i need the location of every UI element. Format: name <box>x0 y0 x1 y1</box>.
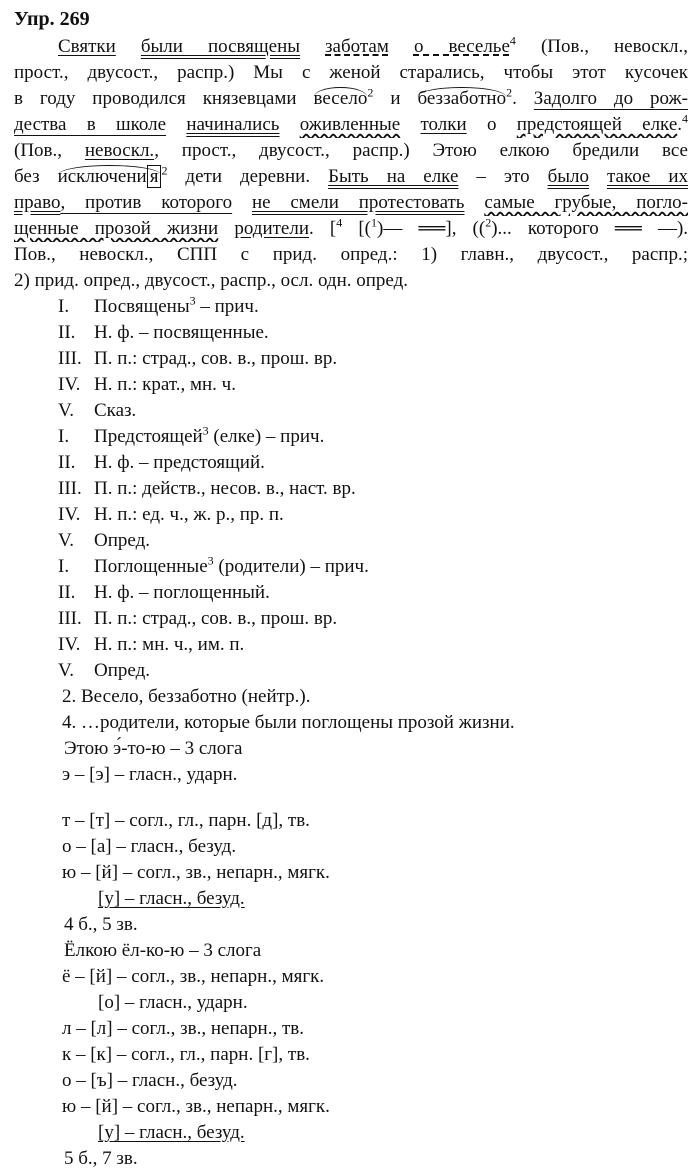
subject: Святки <box>58 36 116 57</box>
parse-line <box>14 580 688 606</box>
superscript: 4 <box>509 34 516 48</box>
spacer <box>14 788 688 808</box>
text-fragment: , прост., двусост., распр.) Этою елкою бредили все <box>154 140 688 161</box>
parse-text: Н. п.: крат., мн. ч. <box>94 374 236 395</box>
parse-line <box>14 528 688 554</box>
parse-line <box>14 554 688 580</box>
roman-numeral: IV. <box>58 504 81 525</box>
roman-numeral: I. <box>58 556 70 577</box>
parse-line <box>14 606 688 632</box>
phonetic-line <box>14 1120 688 1146</box>
phonetic-head: Ёлкою ёл-ко-ю – 3 слога <box>64 940 262 961</box>
scheme-fragment: ... которого ══ —). <box>497 218 688 239</box>
phonetic-line: о – [а] – гласн., безуд. <box>62 836 237 857</box>
phonetic-line: к – [к] – согл., гл., парн. [г], тв. <box>62 1044 310 1065</box>
parse-text: Поглощенные <box>94 556 208 577</box>
parse-line <box>14 372 688 398</box>
phonetic-line: ю – [й] – согл., зв., непарн., мягк. <box>62 862 330 883</box>
morph-parses <box>14 294 688 684</box>
phonetic-line: ё – [й] – согл., зв., непарн., мягк. <box>62 966 325 987</box>
superscript: 3 <box>207 554 214 568</box>
roman-numeral: II. <box>58 322 76 343</box>
text-fragment: о <box>486 114 497 135</box>
object: о веселье <box>413 36 510 57</box>
attribute: щенные прозой жизни <box>14 218 219 239</box>
roman-numeral: V. <box>58 660 75 681</box>
parse-text: Опред. <box>94 530 150 551</box>
object: заботам <box>325 36 389 57</box>
phonetic-line: о – [ъ] – гласн., безуд. <box>62 1070 238 1091</box>
predicate: такое их <box>606 166 688 187</box>
task-2: 2. Весело, беззаботно (нейтр.). <box>62 686 311 707</box>
roman-numeral: III. <box>58 348 82 369</box>
text-line <box>14 138 688 164</box>
parse-text: Н. ф. – посвященные. <box>94 322 269 343</box>
adverbial: Задолго до рож- <box>533 88 688 109</box>
parse-text: П. п.: действ., несов. в., наст. вр. <box>94 478 356 499</box>
phonetic-sound: [у] – гласн., безуд. <box>98 1122 245 1143</box>
text-line: дества в школе начинались оживленные толки о предстоящей елке.$^4$ <box>14 112 688 135</box>
roman-numeral: I. <box>58 296 70 317</box>
parse-line <box>14 476 688 502</box>
superscript: 2 <box>367 86 374 100</box>
superscript: 1 <box>371 216 377 230</box>
parse-text: – прич. <box>195 296 259 317</box>
phonetic-line: [о] – гласн., ударн. <box>98 992 248 1013</box>
superscript: 4 <box>682 112 688 126</box>
task-4: 4. …родители, которые были поглощены прозой жизни. <box>62 712 515 733</box>
predicate: начинались <box>186 114 280 135</box>
predicate: Быть на елке <box>328 166 459 187</box>
text-fragment: . [ <box>309 218 337 239</box>
phonetic-line: л – [л] – согл., зв., непарн., тв. <box>62 1018 304 1039</box>
superscript: 4 <box>336 216 343 230</box>
text-line <box>14 190 688 216</box>
parse-line <box>14 450 688 476</box>
parse-line <box>14 502 688 528</box>
adverbial: дества в школе <box>14 114 167 135</box>
roman-numeral: IV. <box>58 374 81 395</box>
text-line: в году проводился князевцами весело$^2$ и беззаботно$^2$. Задолго до рож- <box>14 86 688 109</box>
text-fragment: – это <box>476 166 530 187</box>
adverb: беззаботно <box>417 88 507 109</box>
text-fragment: без <box>14 166 40 187</box>
superscript: 3 <box>189 294 196 308</box>
object: , против которого <box>60 192 233 213</box>
text-fragment: исключени <box>57 166 147 187</box>
predicate: право <box>14 192 61 213</box>
parse-text: П. п.: страд., сов. в., прош. вр. <box>94 348 338 369</box>
text-fragment: (Пов., <box>14 140 63 161</box>
phonetic-head: Этою э́-то-ю – 3 слога <box>64 738 243 759</box>
parse-text: Н. п.: мн. ч., им. п. <box>94 634 245 655</box>
text-line <box>14 164 688 190</box>
subject: толки <box>420 114 467 135</box>
parse-text: Н. ф. – предстоящий. <box>94 452 265 473</box>
text-fragment: (Пов., невоскл., <box>540 36 688 57</box>
parse-text: Н. п.: ед. ч., ж. р., пр. п. <box>94 504 284 525</box>
roman-numeral: III. <box>58 478 82 499</box>
attribute: оживленные <box>299 114 401 135</box>
attribute: самые грубые, погло- <box>484 192 688 213</box>
superscript: 2 <box>161 164 168 178</box>
predicate: было <box>547 166 589 187</box>
phonetic-total: 5 б., 7 зв. <box>64 1148 138 1169</box>
text-fragment: в году проводился князевцами <box>14 88 297 109</box>
text-line: 2) прид. опред., двусост., распр., осл. одн. опред. <box>14 270 409 291</box>
text-line: щенные прозой жизни родители. [$^4$ [($^1$)— ══], (($^2$)... которого ══ —). <box>14 216 688 239</box>
attribute: предстоящей елке <box>516 114 678 135</box>
parse-line <box>14 398 688 424</box>
exercise-title: Упр. 269 <box>14 8 90 30</box>
phonetic-line: т – [т] – согл., гл., парн. [д], тв. <box>62 810 310 831</box>
ending-box: я <box>147 165 162 188</box>
superscript: 2 <box>485 216 492 230</box>
scheme-fragment: — ══], ( <box>383 218 479 239</box>
text-line: Пов., невоскл., СПП с прид. опред.: 1) главн., двусост., распр.; <box>14 244 688 265</box>
roman-numeral: III. <box>58 608 82 629</box>
parse-text: Н. ф. – поглощенный. <box>94 582 270 603</box>
parse-text: Предстоящей <box>94 426 203 447</box>
parse-line <box>14 632 688 658</box>
parse-line <box>14 346 688 372</box>
parse-text: П. п.: страд., сов. в., прош. вр. <box>94 608 338 629</box>
predicate: были посвящены <box>140 36 301 57</box>
parse-text: (елке) – прич. <box>208 426 325 447</box>
superscript: 3 <box>202 424 209 438</box>
word-with-ending <box>58 165 162 187</box>
parse-line <box>14 424 688 450</box>
text-fragment: и <box>390 88 401 109</box>
text-line: прост., двусост., распр.) Мы с женой старались, чтобы этот кусочек <box>14 62 688 83</box>
phonetic-total: 4 б., 5 зв. <box>64 914 138 935</box>
predicate: не смели протестовать <box>251 192 465 213</box>
phonetic-line: ю – [й] – согл., зв., непарн., мягк. <box>62 1096 330 1117</box>
roman-numeral: V. <box>58 400 75 421</box>
superscript: 2 <box>506 86 513 100</box>
roman-numeral: V. <box>58 530 75 551</box>
parse-line <box>14 294 688 320</box>
phonetic-line <box>14 886 688 912</box>
phonetic-line: э – [э] – гласн., ударн. <box>62 764 238 785</box>
parse-line <box>14 320 688 346</box>
text-fragment: дети деревни. <box>185 166 311 187</box>
text-line <box>14 34 688 60</box>
parse-text: (родители) – прич. <box>213 556 369 577</box>
underlined-word: невоскл. <box>84 140 155 161</box>
parse-text: Сказ. <box>94 400 137 421</box>
roman-numeral: II. <box>58 582 76 603</box>
adverb: весело <box>313 88 368 109</box>
parse-text: Посвящены <box>94 296 190 317</box>
roman-numeral: I. <box>58 426 70 447</box>
phonetic-sound: [у] – гласн., безуд. <box>98 888 245 909</box>
parse-text: Опред. <box>94 660 150 681</box>
roman-numeral: IV. <box>58 634 81 655</box>
parse-line <box>14 658 688 684</box>
roman-numeral: II. <box>58 452 76 473</box>
subject: родители <box>234 218 310 239</box>
